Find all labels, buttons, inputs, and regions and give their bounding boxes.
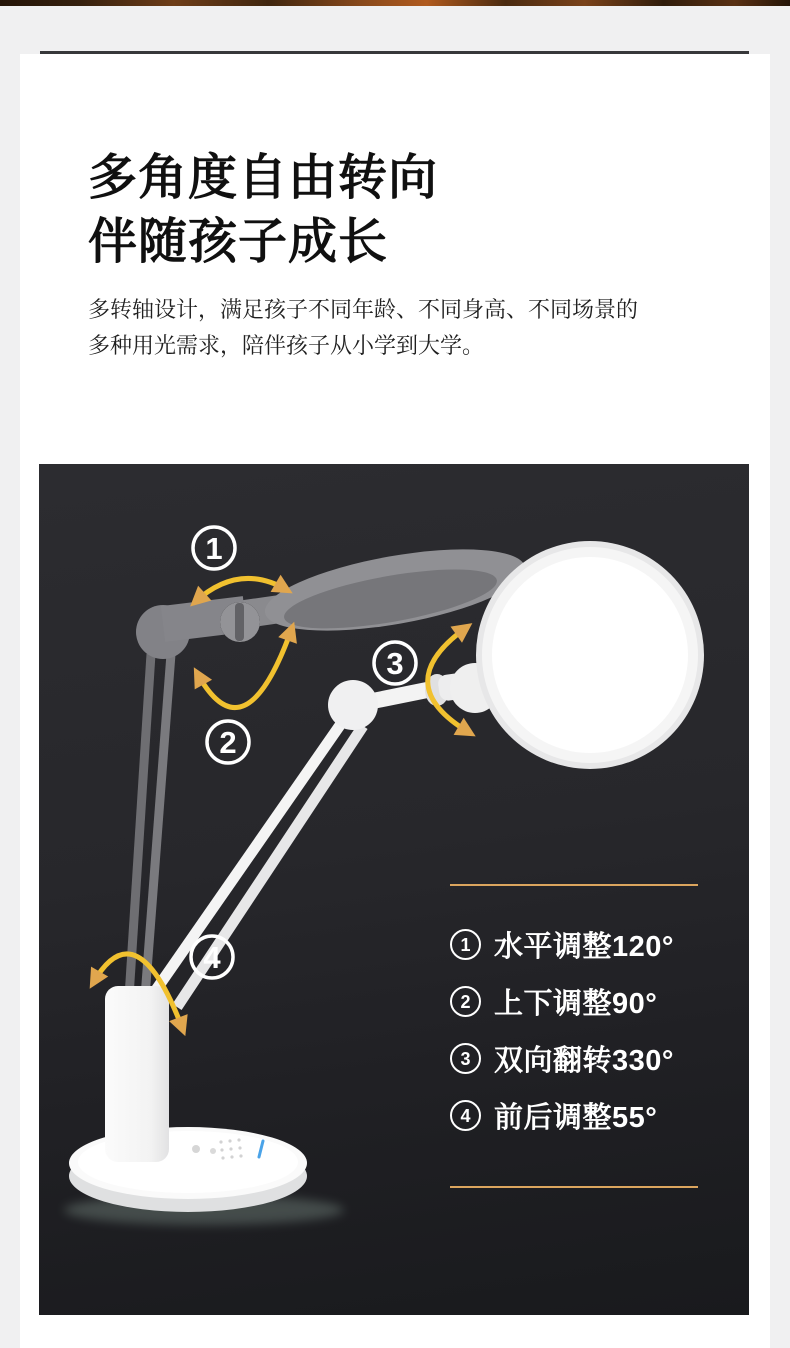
rotation-marker-4: [191, 936, 233, 978]
rotation-marker-2: [207, 721, 249, 763]
svg-text:3: 3: [386, 646, 404, 681]
svg-text:2: 2: [219, 725, 237, 760]
legend-item-number: 3: [450, 1043, 481, 1074]
rotation-marker-1: [193, 527, 235, 569]
legend-item: [450, 1030, 698, 1087]
legend-item-number: 2: [450, 986, 481, 1017]
top-divider-line: [40, 51, 749, 54]
rotation-marker-3: [374, 642, 416, 684]
legend-item-label: 水平调整120°: [494, 931, 674, 963]
legend-item-label: 前后调整55°: [494, 1102, 658, 1134]
description: [88, 292, 638, 364]
legend-item: [450, 1087, 698, 1144]
legend: [450, 884, 698, 1188]
legend-item-label: 上下调整90°: [494, 988, 658, 1020]
cropped-photo-edge: [0, 0, 790, 6]
title-line-2: 伴随孩子成长: [88, 215, 389, 269]
svg-text:4: 4: [203, 940, 221, 975]
legend-item-label: 双向翻转330°: [494, 1045, 674, 1077]
description-line-1: 多转轴设计，满足孩子不同年龄、不同身高、不同场景的: [88, 297, 639, 322]
lamp-diagram-panel: [39, 464, 749, 1315]
svg-text:1: 1: [205, 531, 223, 566]
title-line-1: 多角度自由转向: [88, 151, 439, 205]
legend-item-number: 1: [450, 929, 481, 960]
legend-item: [450, 916, 698, 973]
legend-item-number: 4: [450, 1100, 481, 1131]
page-title: [88, 146, 438, 274]
description-line-2: 多种用光需求，陪伴孩子从小学到大学。: [88, 333, 485, 358]
legend-item: [450, 973, 698, 1030]
